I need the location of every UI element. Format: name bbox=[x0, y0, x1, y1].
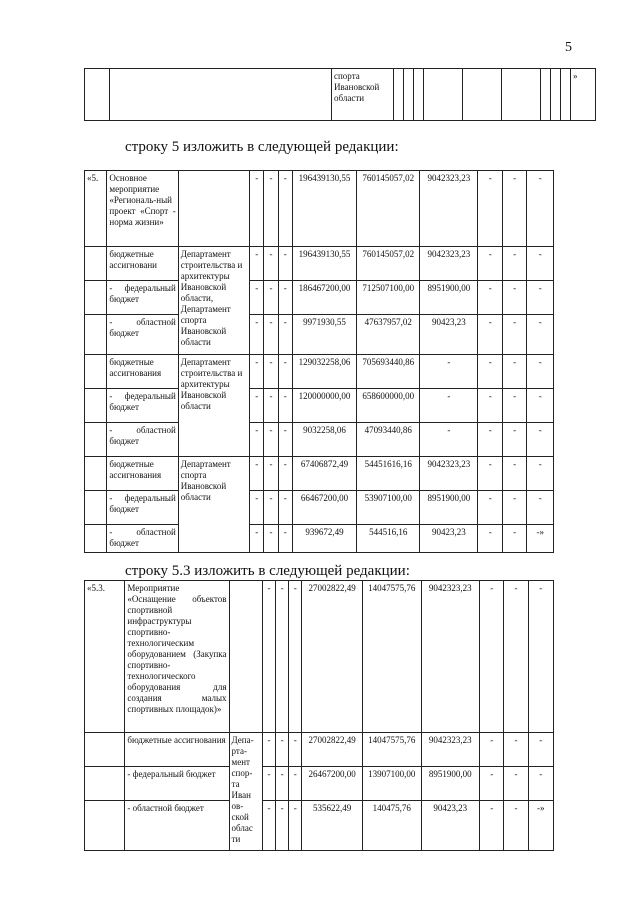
table-cell: 54451616,16 bbox=[357, 457, 420, 491]
table-cell: - bbox=[502, 457, 526, 491]
table-row bbox=[85, 491, 554, 525]
table-cell: - bbox=[250, 315, 264, 355]
table-cell: 8951900,00 bbox=[420, 491, 478, 525]
table-cell: 760145057,02 bbox=[357, 171, 420, 247]
table-cell: - bbox=[478, 171, 502, 247]
table-cell: - bbox=[250, 457, 264, 491]
table-cell: 13907100,00 bbox=[362, 767, 421, 801]
table-row bbox=[85, 733, 554, 767]
cell bbox=[551, 69, 561, 121]
table-cell: - bbox=[528, 581, 553, 733]
table-cell: 9042323,23 bbox=[421, 733, 480, 767]
table-cell: - bbox=[264, 247, 278, 281]
table-cell: - bbox=[278, 423, 292, 457]
table-cell: - bbox=[478, 457, 502, 491]
table-cell: -» bbox=[528, 801, 553, 851]
table-cell bbox=[85, 281, 107, 315]
table-cell: - bbox=[262, 801, 275, 851]
table-cell: - bbox=[502, 315, 526, 355]
table-cell: - bbox=[420, 389, 478, 423]
table-cell: - bbox=[502, 247, 526, 281]
row-5-table bbox=[84, 170, 554, 553]
table-cell: 129032258,06 bbox=[292, 355, 356, 389]
table-cell: - bbox=[250, 525, 264, 553]
table-cell: - bbox=[478, 389, 502, 423]
table-cell: - bbox=[264, 281, 278, 315]
table-cell: 658600000,00 bbox=[357, 389, 420, 423]
table-cell: - bbox=[478, 423, 502, 457]
table-cell: 14047575,76 bbox=[362, 581, 421, 733]
cell bbox=[502, 69, 541, 121]
table-cell: - bbox=[289, 733, 302, 767]
table-cell: -» bbox=[527, 525, 554, 553]
table-cell: - bbox=[276, 733, 289, 767]
table-cell: - bbox=[262, 733, 275, 767]
cell bbox=[561, 69, 571, 121]
table-row bbox=[85, 525, 554, 553]
table-row bbox=[85, 423, 554, 457]
table-cell: - областной бюджет bbox=[125, 801, 229, 851]
table-row bbox=[85, 801, 554, 851]
table-row bbox=[85, 767, 554, 801]
table-cell: - bbox=[250, 171, 264, 247]
table-cell: - bbox=[264, 525, 278, 553]
table-cell: - bbox=[278, 281, 292, 315]
table-cell: 67406872,49 bbox=[292, 457, 356, 491]
table-cell: - bbox=[420, 423, 478, 457]
table-cell bbox=[85, 315, 107, 355]
cell bbox=[85, 69, 110, 121]
table-row bbox=[85, 247, 554, 281]
table-cell: - bbox=[478, 247, 502, 281]
table-cell: 544516,16 bbox=[357, 525, 420, 553]
table-cell: - bbox=[504, 733, 528, 767]
table-cell: 90423,23 bbox=[420, 525, 478, 553]
table-cell: Департамент строительства и архитектуры Ивановской области, Департамент спорта Ивановской области bbox=[178, 247, 249, 355]
table-cell: - bbox=[527, 315, 554, 355]
table-cell: 9971930,55 bbox=[292, 315, 356, 355]
table-cell: - bbox=[276, 581, 289, 733]
table-cell: - bbox=[480, 581, 504, 733]
continuation-table bbox=[84, 68, 596, 121]
table-cell bbox=[85, 733, 125, 767]
table-cell: - областной бюджет bbox=[107, 423, 178, 457]
table-cell: 27002822,49 bbox=[302, 581, 363, 733]
table-cell: 9042323,23 bbox=[420, 171, 478, 247]
cell bbox=[541, 69, 551, 121]
table-cell: - областной бюджет bbox=[107, 315, 178, 355]
table-cell: - bbox=[276, 767, 289, 801]
org-cell: спорта Ивановской области bbox=[332, 69, 394, 121]
table-cell: Основное мероприятие «Региональ-ный проект «Спорт - норма жизни» bbox=[107, 171, 178, 247]
cell bbox=[110, 69, 332, 121]
table-cell: - bbox=[478, 525, 502, 553]
table-cell: Департамент строительства и архитектуры Ивановской области bbox=[178, 355, 249, 457]
table-cell: - bbox=[264, 457, 278, 491]
table-cell bbox=[85, 423, 107, 457]
table-cell: - bbox=[264, 315, 278, 355]
table-cell: - bbox=[502, 281, 526, 315]
table-cell bbox=[85, 457, 107, 491]
table-cell: бюджетные ассигнования bbox=[107, 355, 178, 389]
table-cell: 26467200,00 bbox=[302, 767, 363, 801]
table-cell: Депа-рта-мент спор-та Иван ов-ской облас ти bbox=[229, 733, 262, 851]
table-cell: - bbox=[502, 491, 526, 525]
table-row bbox=[85, 389, 554, 423]
table-cell: 140475,76 bbox=[362, 801, 421, 851]
table-cell: - bbox=[527, 355, 554, 389]
table-cell: - bbox=[478, 281, 502, 315]
table-cell: - bbox=[278, 355, 292, 389]
table-row bbox=[85, 457, 554, 491]
table-cell: - bbox=[262, 581, 275, 733]
table-cell: - bbox=[278, 525, 292, 553]
table-cell bbox=[85, 801, 125, 851]
table-row bbox=[85, 581, 554, 733]
table-cell bbox=[229, 581, 262, 733]
table-cell: - bbox=[480, 767, 504, 801]
table-cell: - bbox=[480, 801, 504, 851]
section-heading: строку 5.3 изложить в следующей редакции: bbox=[125, 563, 410, 579]
table-cell: - федеральный бюджет bbox=[107, 491, 178, 525]
table-cell: - федеральный бюджет bbox=[107, 389, 178, 423]
table-cell: - bbox=[504, 581, 528, 733]
table-cell: 9042323,23 bbox=[420, 457, 478, 491]
table-cell: - bbox=[527, 423, 554, 457]
table-row bbox=[85, 281, 554, 315]
table-cell: - bbox=[264, 355, 278, 389]
table-cell: 186467200,00 bbox=[292, 281, 356, 315]
table-cell: - bbox=[527, 491, 554, 525]
table-cell: - bbox=[250, 355, 264, 389]
table-cell: - bbox=[502, 525, 526, 553]
table-cell: - bbox=[527, 389, 554, 423]
table-cell: 90423,23 bbox=[421, 801, 480, 851]
table-cell: - bbox=[502, 355, 526, 389]
table-cell: - bbox=[278, 491, 292, 525]
table-cell bbox=[85, 355, 107, 389]
page-number: 5 bbox=[565, 40, 572, 55]
table-cell: - bbox=[527, 171, 554, 247]
table-cell: 196439130,55 bbox=[292, 171, 356, 247]
table-cell: 196439130,55 bbox=[292, 247, 356, 281]
table-cell: - bbox=[527, 457, 554, 491]
table-cell: - bbox=[276, 801, 289, 851]
table-cell: 47093440,86 bbox=[357, 423, 420, 457]
table-cell bbox=[85, 247, 107, 281]
table-cell: - bbox=[250, 247, 264, 281]
table-cell: - bbox=[478, 355, 502, 389]
table-cell: - bbox=[250, 281, 264, 315]
table-cell: бюджетные ассигновани bbox=[107, 247, 178, 281]
table-cell: - bbox=[528, 767, 553, 801]
table-cell: 705693440,86 bbox=[357, 355, 420, 389]
table-cell bbox=[85, 389, 107, 423]
table-cell: - bbox=[264, 389, 278, 423]
table-row bbox=[85, 355, 554, 389]
table-cell bbox=[85, 525, 107, 553]
table-cell: «5. bbox=[85, 171, 107, 247]
cell bbox=[424, 69, 463, 121]
table-cell: - bbox=[262, 767, 275, 801]
table-cell: - bbox=[278, 247, 292, 281]
table-cell: - bbox=[278, 315, 292, 355]
table-cell: Департамент спорта Ивановской области bbox=[178, 457, 249, 553]
table-cell: - bbox=[264, 491, 278, 525]
table-cell: 535622,49 bbox=[302, 801, 363, 851]
table-cell: «5.3. bbox=[85, 581, 125, 733]
table-cell: - bbox=[250, 491, 264, 525]
table-cell: - федеральный бюджет bbox=[107, 281, 178, 315]
table-cell: - bbox=[264, 423, 278, 457]
table-cell: - bbox=[527, 247, 554, 281]
table-cell: 27002822,49 bbox=[302, 733, 363, 767]
table-cell: - bbox=[478, 315, 502, 355]
table-cell: - bbox=[264, 171, 278, 247]
table-cell: бюджетные ассигнования bbox=[107, 457, 178, 491]
table-cell: - bbox=[502, 171, 526, 247]
table-cell: 47637957,02 bbox=[357, 315, 420, 355]
table-cell: 66467200,00 bbox=[292, 491, 356, 525]
table-cell bbox=[85, 767, 125, 801]
table-cell: - bbox=[278, 389, 292, 423]
table-cell: - bbox=[502, 389, 526, 423]
cell bbox=[404, 69, 414, 121]
table-cell bbox=[85, 491, 107, 525]
table-cell: Мероприятие «Оснащение объектов спортивной инфраструктуры спортивно-технологическим оборудованием (Закупка спортивно-технологического оборудования для создания малых спортивных площадок)» bbox=[125, 581, 229, 733]
section-heading: строку 5 изложить в следующей редакции: bbox=[125, 139, 399, 155]
table-cell: - bbox=[478, 491, 502, 525]
table-cell: бюджетные ассигнования bbox=[125, 733, 229, 767]
table-cell: - bbox=[278, 171, 292, 247]
table-row bbox=[85, 315, 554, 355]
table-cell: - bbox=[289, 767, 302, 801]
table-cell: - bbox=[504, 801, 528, 851]
cell bbox=[463, 69, 502, 121]
table-cell: 14047575,76 bbox=[362, 733, 421, 767]
table-cell: 120000000,00 bbox=[292, 389, 356, 423]
table-cell: 939672,49 bbox=[292, 525, 356, 553]
table-row bbox=[85, 171, 554, 247]
table-cell: 9042323,23 bbox=[420, 247, 478, 281]
table-cell: 9042323,23 bbox=[421, 581, 480, 733]
table-cell: 90423,23 bbox=[420, 315, 478, 355]
close-quote-cell: » bbox=[571, 69, 596, 121]
table-cell: 9032258,06 bbox=[292, 423, 356, 457]
cell bbox=[394, 69, 404, 121]
table-cell: - bbox=[289, 801, 302, 851]
table-cell: - bbox=[250, 389, 264, 423]
table-cell: 8951900,00 bbox=[420, 281, 478, 315]
table-cell: - bbox=[502, 423, 526, 457]
table-cell: 53907100,00 bbox=[357, 491, 420, 525]
table-cell: - bbox=[420, 355, 478, 389]
table-cell: - bbox=[289, 581, 302, 733]
table-cell: - областной бюджет bbox=[107, 525, 178, 553]
table-cell: - bbox=[480, 733, 504, 767]
table-cell: 760145057,02 bbox=[357, 247, 420, 281]
table-cell: 712507100,00 bbox=[357, 281, 420, 315]
table-cell: - bbox=[250, 423, 264, 457]
table-cell bbox=[178, 171, 249, 247]
table-cell: - bbox=[278, 457, 292, 491]
row-5-3-table bbox=[84, 580, 554, 851]
table-cell: - федеральный бюджет bbox=[125, 767, 229, 801]
table-cell: - bbox=[527, 281, 554, 315]
cell bbox=[414, 69, 424, 121]
table-cell: 8951900,00 bbox=[421, 767, 480, 801]
table-cell: - bbox=[528, 733, 553, 767]
table-cell: - bbox=[504, 767, 528, 801]
